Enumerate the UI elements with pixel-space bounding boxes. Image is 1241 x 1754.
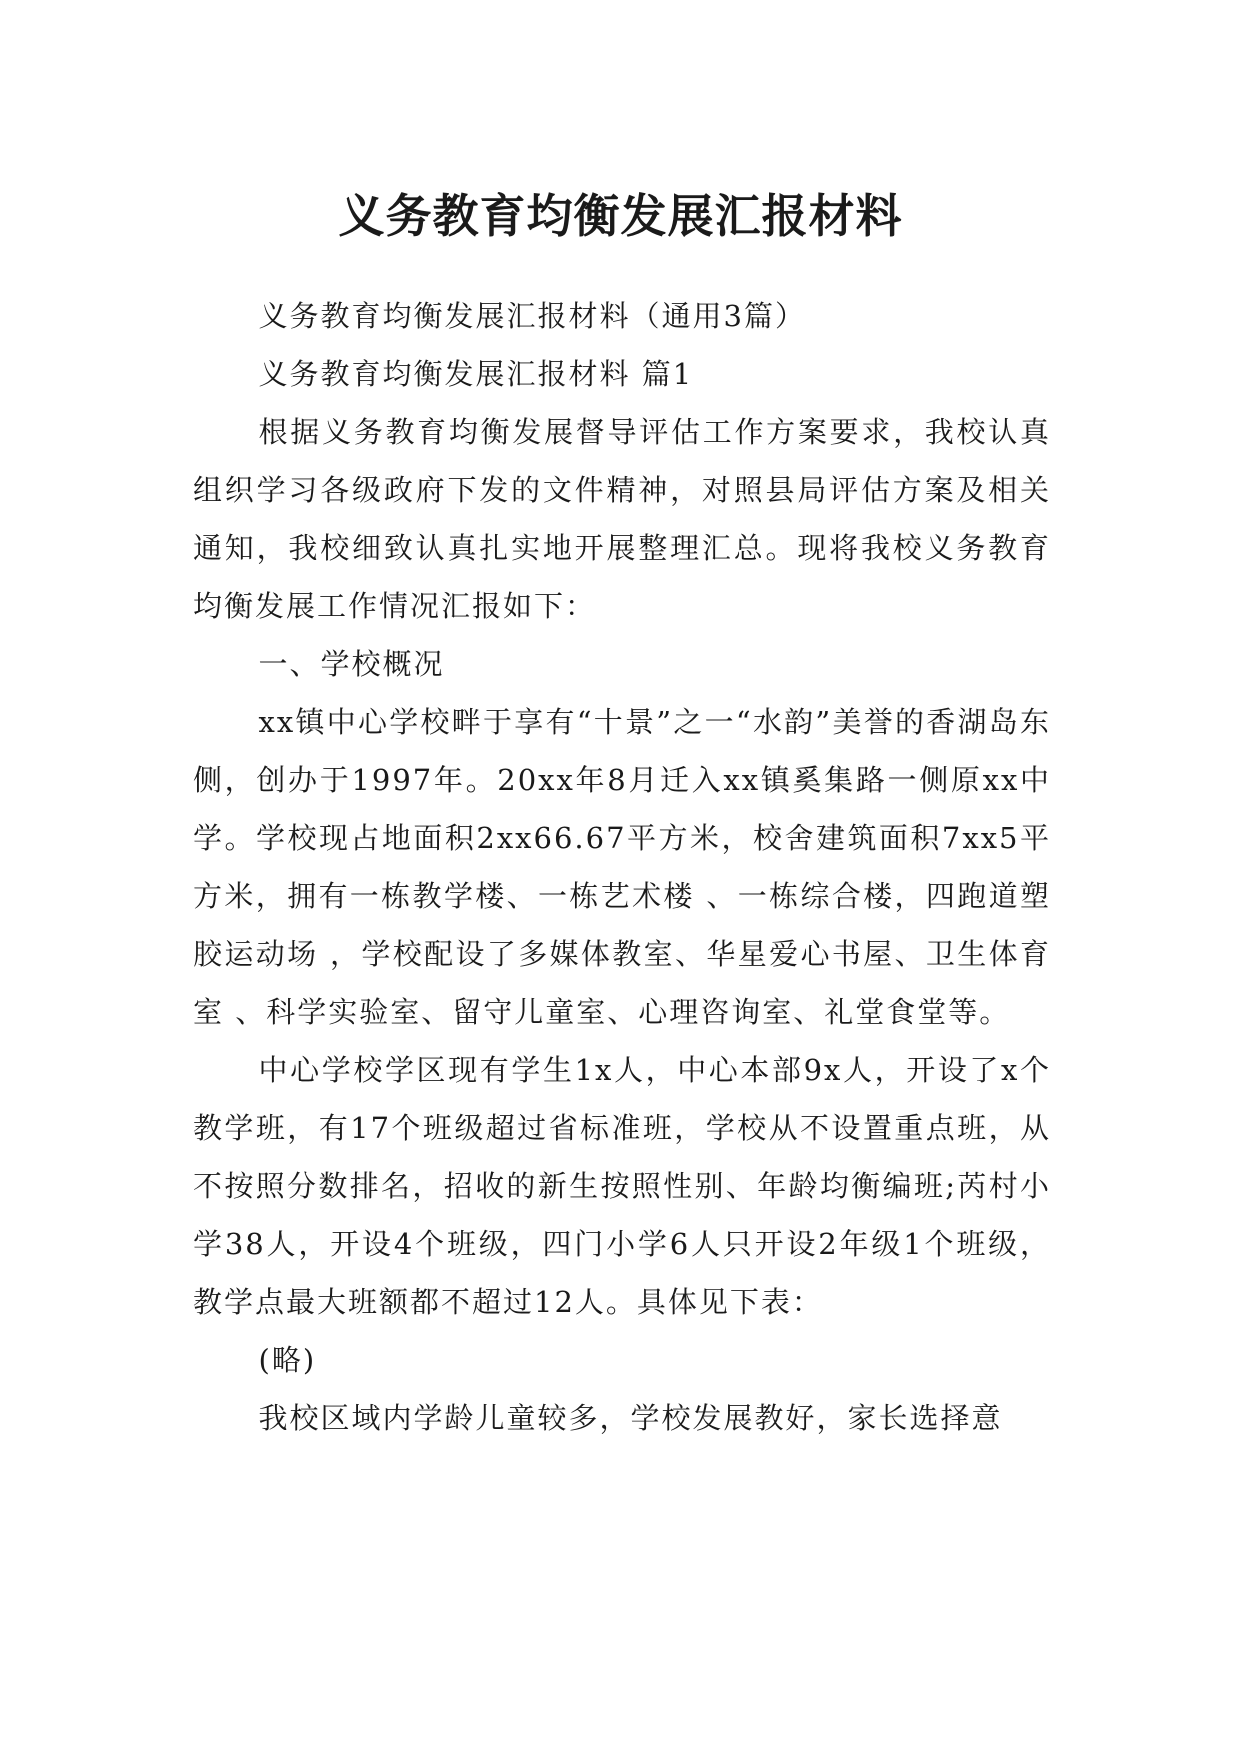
paragraph-article-heading: 义务教育均衡发展汇报材料 篇1 xyxy=(258,357,694,391)
paragraph-omitted-table: (略) xyxy=(258,1343,317,1377)
paragraph-intro: 根据义务教育均衡发展督导评估工作方案要求，我校认真组织学习各级政府下发的文件精神，对照县局评估方案及相关通知，我校细致认真扎实地开展整理汇总。现将我校义务教育均衡发展工作情况汇报如下： xyxy=(193,415,1051,623)
paragraph-subtitle: 义务教育均衡发展汇报材料（通用3篇） xyxy=(258,299,806,333)
paragraph-continuation: 我校区域内学龄儿童较多，学校发展教好，家长选择意 xyxy=(258,1401,1003,1435)
document-body xyxy=(193,287,1051,1447)
paragraph-student-enrollment: 中心学校学区现有学生1x人，中心本部9x人，开设了x个教学班，有17个班级超过省标准班，学校从不设置重点班，从不按照分数排名，招收的新生按照性别、年龄均衡编班;芮村小学38人，开设4个班级，四门小学6人只开设2年级1个班级，教学点最大班额都不超过12人。具体见下表： xyxy=(193,1053,1051,1319)
section-heading-school-overview: 一、学校概况 xyxy=(258,647,445,681)
document-title: 义务教育均衡发展汇报材料 xyxy=(338,188,903,243)
paragraph-school-description: xx镇中心学校畔于享有“十景”之一“水韵”美誉的香湖岛东侧，创办于1997年。20xx年8月迁入xx镇奚集路一侧原xx中学。学校现占地面积2xx66.67平方米，校舍建筑面积7xx5平方米，拥有一栋教学楼、一栋艺术楼 、一栋综合楼，四跑道塑胶运动场 ，学校配设了多媒体教室、华星爱心书屋、卫生体育室 、科学实验室、留守儿童室、心理咨询室、礼堂食堂等。 xyxy=(193,705,1051,1029)
